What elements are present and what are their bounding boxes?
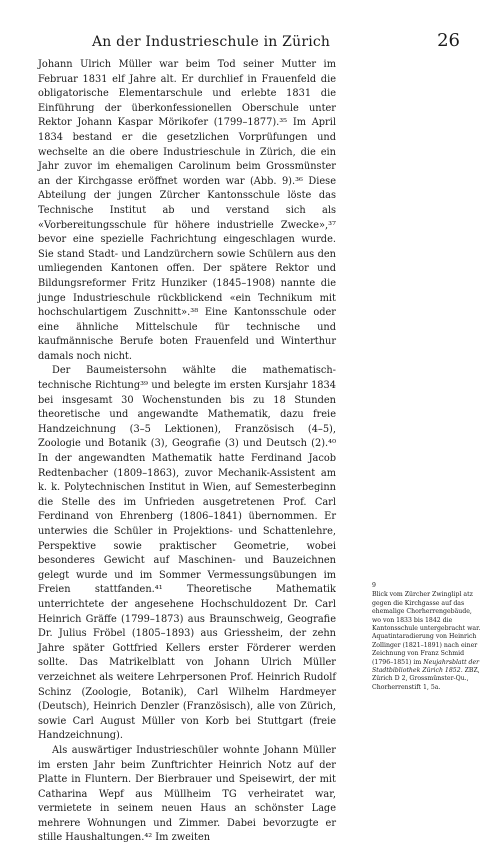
figure-number: 9: [372, 582, 376, 589]
paragraph-3: Als auswärtiger Industrieschüler wohnte Johann Müller im ersten Jahr beim Zunftrichter Heinrich Notz auf der Platte in Fluntern. Der Bierbrauer und Speisewirt, der mit Catharina Wepf aus Müllheim TG verheiratet war, vermietete in seinem neuen Haus an schönster Lage mehrere Wohnungen und Zimmer. Dabei bevorzugte er stille Haushaltungen.⁴² Im zweiten: [38, 744, 336, 844]
running-title: An der Industrieschule in Zürich: [92, 34, 331, 50]
figure-caption: [372, 582, 482, 692]
caption-archive: . ZBZ, Zürich D 2, Grossmünster-Qu., Chorherrenstift 1, 5a.: [372, 667, 480, 691]
caption-text: Blick vom Zürcher Zwinglipl atz gegen die Kirchgasse auf das ehemalige Chorherrengebäude, wo von 1833 bis 1842 die Kantonsschule untergebracht war. Aquatintaradierung von Heinrich Zollinger (1821–1891) nach einer Zeichnung von Franz Schmid (1796–1851) im: [372, 591, 481, 666]
paragraph-1: Johann Ulrich Müller war beim Tod seiner Mutter im Februar 1831 elf Jahre alt. Er durchlief in Frauenfeld die obligatorische Elementarschule und erlebte 1831 die Einführung der überkonfessionellen Oberschule unter Rektor Johann Kaspar Mörikofer (1799–1877).³⁵ Im April 1834 bestand er die gesetzlichen Vorprüfungen und wechselte an die obere Industrieschule in Zürich, die ein Jahr zuvor im ehemaligen Carolinum beim Grossmünster an der Kirchgasse eröffnet worden war (Abb. 9).³⁶ Diese Abteilung der jungen Zürcher Kantonsschule löste das Technische Institut ab und verstand sich als «Vorbereitungsschule für höhere industrielle Zwecke»,³⁷ bevor eine spezielle Fachrichtung eingeschlagen wurde. Sie stand Stadt- und Landzürchern sowie Schülern aus den umliegenden Kantonen offen. Der spätere Rektor und Bildungsreformer Fritz Hunziker (1845–1908) nannte die junge Industrieschule rückblickend «ein Technikum mit hochschulartigem Zuschnitt».³⁸ Eine Kantonsschule oder eine ähnliche Mittelschule für technische und kaufmännische Berufe boten Frauenfeld und Winterthur damals noch nicht.: [38, 59, 336, 362]
page-number: 26: [437, 30, 460, 51]
body-text: [38, 58, 336, 846]
caption-source-title: Neujahrsblatt der Stadtbibliothek Zürich 1852: [372, 658, 480, 675]
paragraph-2: Der Baumeistersohn wählte die mathematisch-technische Richtung³⁹ und belegte im ersten Kursjahr 1834 bei insgesamt 30 Wochenstunden bis zu 18 Stunden theoretische und angewandte Mathematik, dazu freie Handzeichnung (3–5 Lektionen), Französisch (4–5), Zoologie und Botanik (3), Geografie (3) und Deutsch (2).⁴⁰ In der angewandten Mathematik hatte Ferdinand Jacob Redtenbacher (1809–1863), zuvor Mechanik-Assistent am k. k. Polytechnischen Institut in Wien, auf Semesterbeginn die Stelle des im Unfrieden ausgetretenen Prof. Carl Ferdinand von Ehrenberg (1806–1841) übernommen. Er unterwies die Schüler in Projektions- und Schattenlehre, Perspektive sowie praktischer Geometrie, wobei besonderes Gewicht auf Maschinen- und Bauzeichnen gelegt wurde und im Sommer Vermessungsübungen im Freien stattfanden.⁴¹ Theoretische Mathematik unterrichtete der angesehene Hochschuldozent Dr. Carl Heinrich Gräffe (1799–1873) aus Braunschweig, Geografie Dr. Julius Fröbel (1805–1893) aus Griessheim, der zehn Jahre später Gottfried Kellers erster Förderer werden sollte. Das Matrikelblatt von Johann Ulrich Müller verzeichnet als weitere Lehrpersonen Prof. Heinrich Rudolf Schinz (Zoologie, Botanik), Carl Wilhelm Hardmeyer (Deutsch), Heinrich Denzler (Französisch), alle von Zürich, sowie Carl August Müller von Korb bei Stuttgart (freie Handzeichnung).: [38, 365, 336, 742]
